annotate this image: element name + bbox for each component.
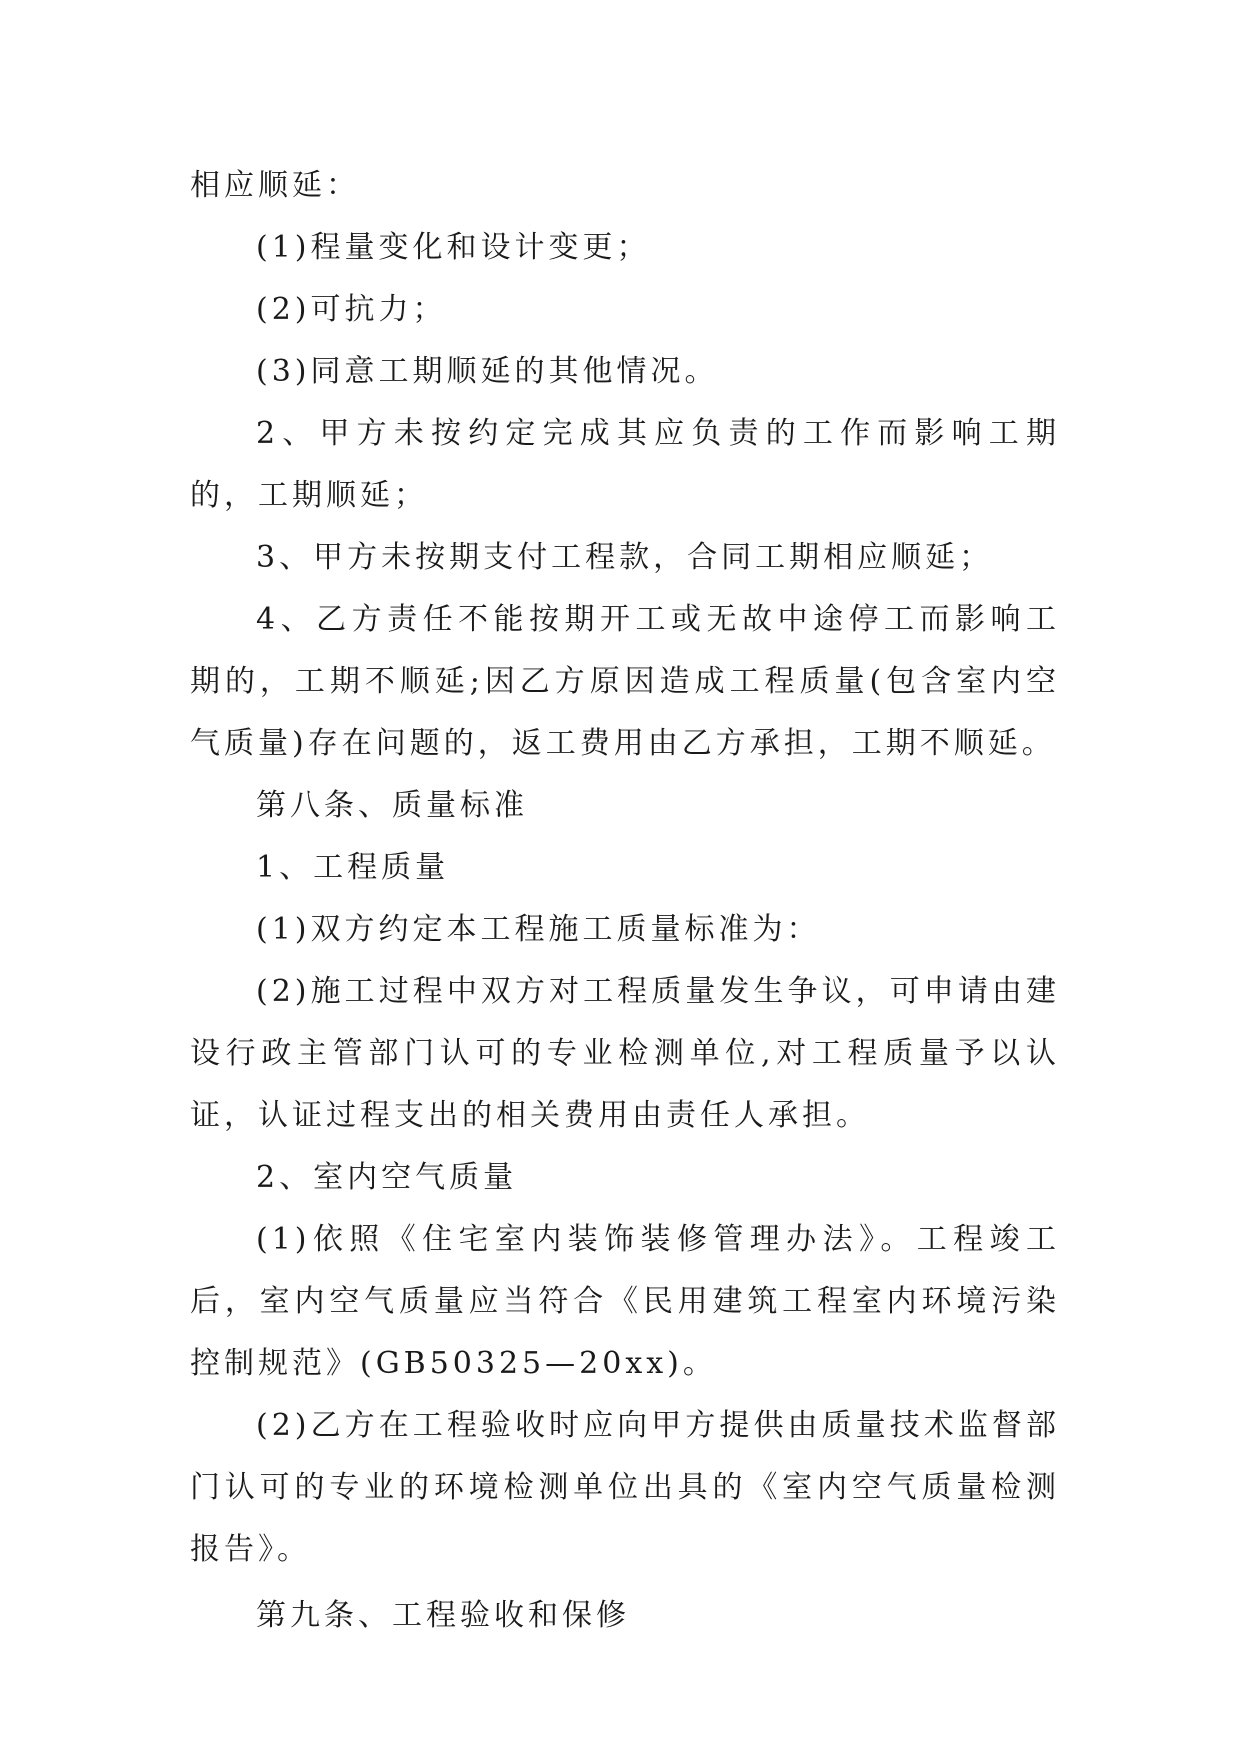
section-heading: 第八条、质量标准 <box>256 788 528 823</box>
section-heading: 第九条、工程验收和保修 <box>256 1598 630 1633</box>
paragraph: 2、甲方未按约定完成其应负责的工作而影响工期的，工期顺延； <box>190 416 1060 513</box>
list-item: (2)施工过程中双方对工程质量发生争议，可申请由建设行政主管部门认可的专业检测单位,对工程质量予以认证，认证过程支出的相关费用由责任人承担。 <box>190 974 1060 1133</box>
list-item: (2)乙方在工程验收时应向甲方提供由质量技术监督部门认可的专业的环境检测单位出具的《室内空气质量检测报告》。 <box>190 1408 1060 1567</box>
subsection-heading: 1、工程质量 <box>256 850 450 885</box>
subsection-heading: 2、室内空气质量 <box>256 1160 518 1195</box>
list-item: (1)依照《住宅室内装饰装修管理办法》。工程竣工后，室内空气质量应当符合《民用建筑工程室内环境污染控制规范》(GB50325—20xx)。 <box>190 1222 1060 1381</box>
paragraph: 3、甲方未按期支付工程款，合同工期相应顺延； <box>256 540 994 575</box>
list-item: (2)可抗力； <box>256 292 447 327</box>
list-item: (1)程量变化和设计变更； <box>256 230 651 265</box>
paragraph: 相应顺延： <box>190 168 360 203</box>
list-item: (3)同意工期顺延的其他情况。 <box>256 354 719 389</box>
list-item: (1)双方约定本工程施工质量标准为： <box>256 912 821 947</box>
document-body <box>190 155 1060 1647</box>
paragraph: 4、乙方责任不能按期开工或无故中途停工而影响工期的，工期不顺延;因乙方原因造成工程质量(包含室内空气质量)存在问题的，返工费用由乙方承担，工期不顺延。 <box>190 602 1060 761</box>
